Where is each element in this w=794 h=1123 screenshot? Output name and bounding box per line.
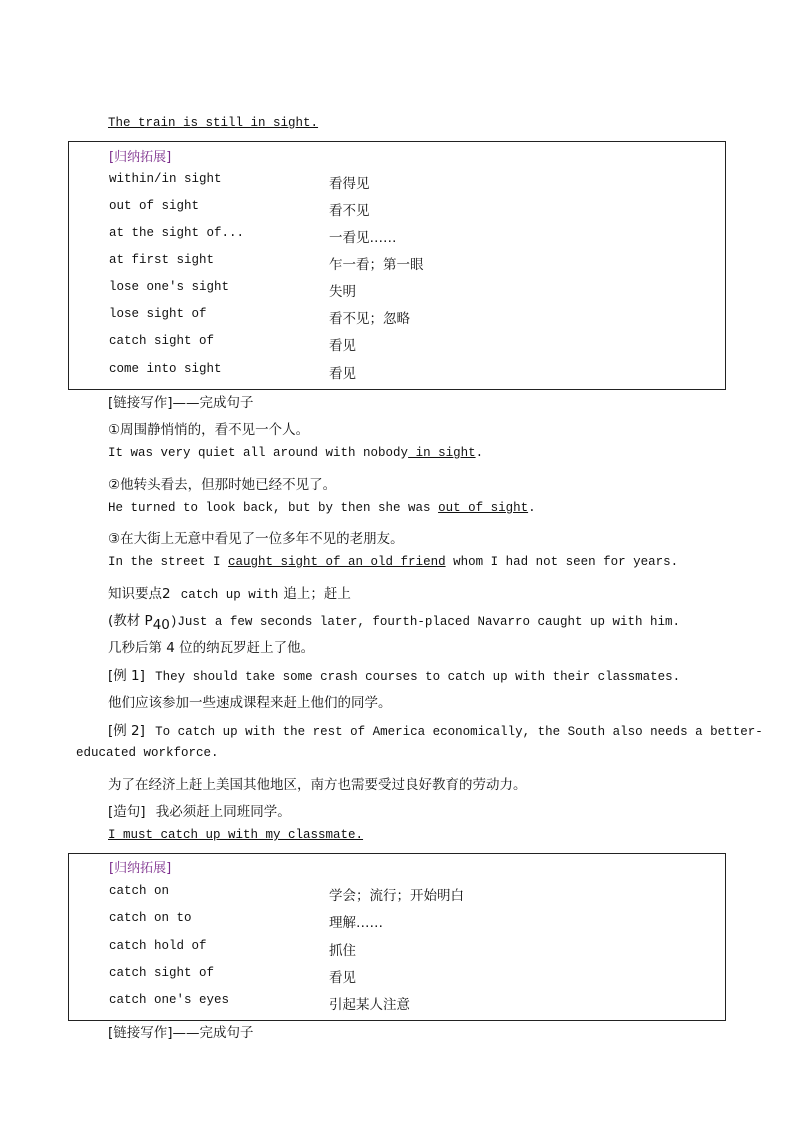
phrase-zh: 看见 xyxy=(329,338,356,354)
phrase-en: catch one's eyes xyxy=(109,993,230,1007)
table-row xyxy=(109,226,709,246)
table-row xyxy=(109,172,709,192)
table-row xyxy=(109,199,709,219)
table-row xyxy=(109,280,709,300)
expansion-box-header: [归纳拓展] xyxy=(109,150,172,165)
phrase-zh: 看见 xyxy=(329,366,356,382)
sentence-1-en: It was very quiet all around with nobody in sight. xyxy=(108,446,484,460)
phrase-en: within/in sight xyxy=(109,172,222,186)
table-row xyxy=(109,362,709,382)
expansion-box-2 xyxy=(68,853,726,1021)
table-row xyxy=(109,911,709,931)
sentence-3-en: In the street I caught sight of an old friend whom I had not seen for years. xyxy=(108,555,679,569)
make-sentence: [造句] 我必须赶上同班同学。 xyxy=(108,804,291,820)
phrase-zh: 看得见 xyxy=(329,176,370,192)
table-row xyxy=(109,253,709,273)
phrase-en: catch sight of xyxy=(109,334,215,348)
example-2-en-cont: educated workforce. xyxy=(76,746,219,760)
phrase-zh: 失明 xyxy=(329,284,356,300)
link-writing-heading-2: [链接写作]——完成句子 xyxy=(108,1025,254,1041)
table-row xyxy=(109,307,709,327)
phrase-en: out of sight xyxy=(109,199,200,213)
phrase-en: at first sight xyxy=(109,253,215,267)
textbook-quote: (教材 $P_{40})Just$ a few seconds later, fourth-placed Navarro caught up with him. xyxy=(108,613,680,634)
sentence-1-cn: ①周围静悄悄的，看不见一个人。 xyxy=(108,422,310,438)
example-2-en: [例 2] To catch up with the rest of America economically, the South also needs a better- xyxy=(108,723,763,739)
phrase-zh: 理解…… xyxy=(329,915,383,931)
sentence-2-en: He turned to look back, but by then she was out of sight. xyxy=(108,501,536,515)
phrase-en: lose one's sight xyxy=(109,280,230,294)
sentence-3-cn: ③在大街上无意中看见了一位多年不见的老朋友。 xyxy=(108,531,404,547)
phrase-en: lose sight of xyxy=(109,307,207,321)
phrase-en: catch on xyxy=(109,884,170,898)
table-row xyxy=(109,334,709,354)
table-row xyxy=(109,993,709,1013)
table-row xyxy=(109,884,709,904)
expansion-box-1 xyxy=(68,141,726,390)
phrase-zh: 抓住 xyxy=(329,943,356,959)
phrase-en: at the sight of... xyxy=(109,226,245,240)
phrase-zh: 看不见；忽略 xyxy=(329,311,410,327)
phrase-en: catch on to xyxy=(109,911,192,925)
phrase-zh: 引起某人注意 xyxy=(329,997,410,1013)
link-writing-heading: [链接写作]——完成句子 xyxy=(108,395,254,411)
expansion-box-header: [归纳拓展] xyxy=(109,861,172,876)
phrase-zh: 乍一看；第一眼 xyxy=(329,257,424,273)
phrase-zh: 看见 xyxy=(329,970,356,986)
answer-blank: caught sight of an old friend xyxy=(228,555,446,569)
phrase-en: come into sight xyxy=(109,362,222,376)
table-row xyxy=(109,939,709,959)
sentence-2-cn: ②他转头看去，但那时她已经不见了。 xyxy=(108,477,337,493)
example-1-cn: 他们应该参加一些速成课程来赶上他们的同学。 xyxy=(108,695,392,711)
phrase-zh: 一看见…… xyxy=(329,230,397,246)
answer-blank: in sight xyxy=(408,446,476,460)
example-2-cn: 为了在经济上赶上美国其他地区，南方也需要受过良好教育的劳动力。 xyxy=(108,777,527,793)
phrase-en: catch hold of xyxy=(109,939,207,953)
table-row xyxy=(109,966,709,986)
make-sentence-answer: I must catch up with my classmate. xyxy=(108,828,364,842)
answer-blank: out of sight xyxy=(438,501,529,515)
textbook-quote-cn: 几秒后第 4 位的纳瓦罗赶上了他。 xyxy=(108,640,315,656)
top-answer-sentence: The train is still in sight. xyxy=(108,116,319,130)
example-1-en: [例 1] They should take some crash courses to catch up with their classmates. xyxy=(108,668,681,684)
phrase-zh: 看不见 xyxy=(329,203,370,219)
phrase-zh: 学会；流行；开始明白 xyxy=(329,888,464,904)
knowledge-point-2: 知识要点2 catch up with 追上；赶上 xyxy=(108,586,351,602)
phrase-en: catch sight of xyxy=(109,966,215,980)
